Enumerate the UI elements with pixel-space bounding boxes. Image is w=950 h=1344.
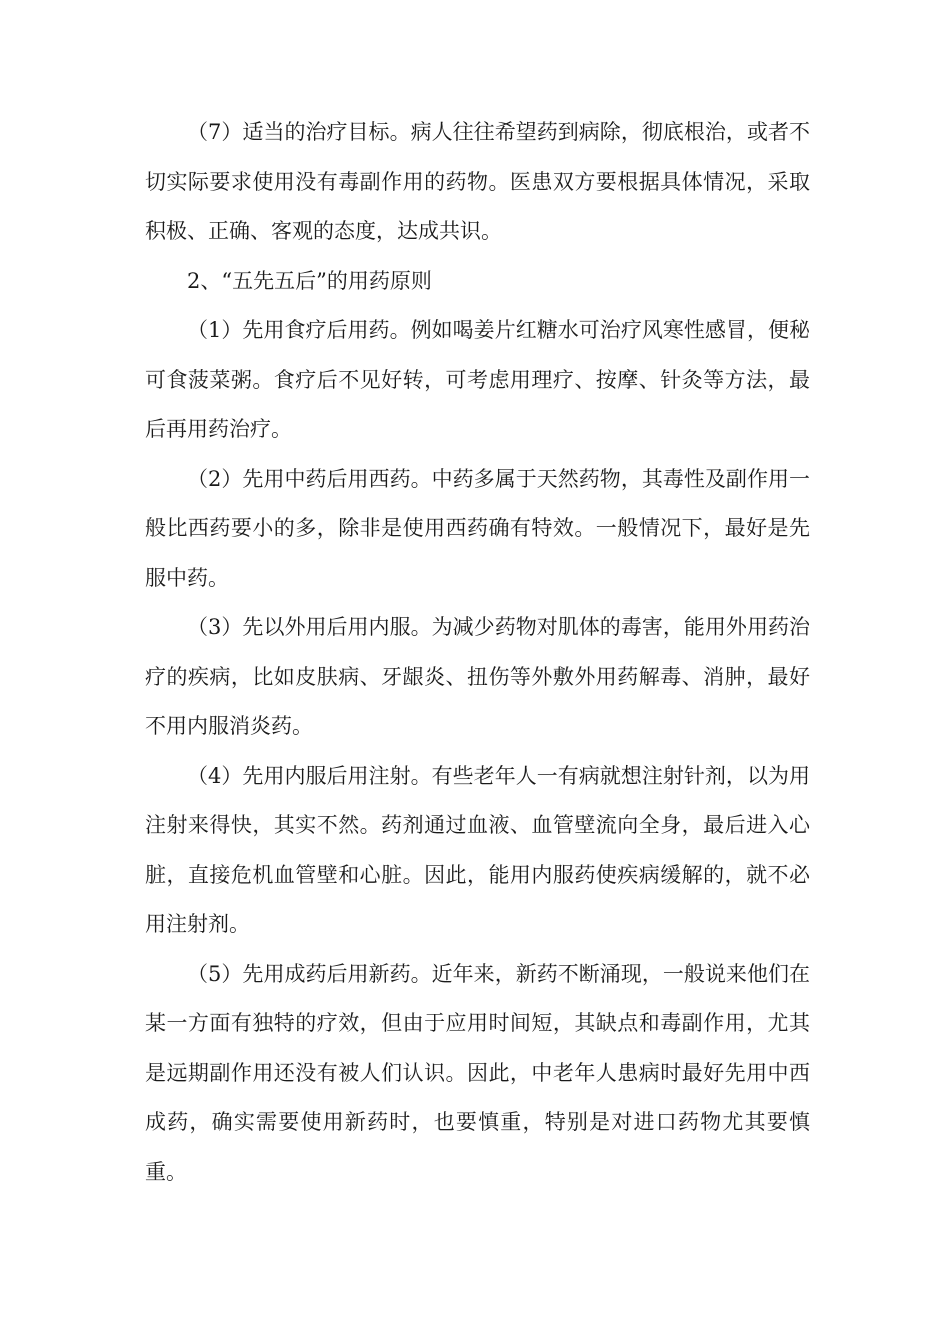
paragraph-external-before-internal: （3）先以外用后用内服。为减少药物对肌体的毒害，能用外用药治疗的疾病，比如皮肤病、牙龈炎、扭伤等外敷外用药解毒、消肿，最好不用内服消炎药。 <box>145 615 810 738</box>
paragraph-oral-before-injection: （4）先用内服后用注射。有些老年人一有病就想注射针剂，以为用注射来得快，其实不然。药剂通过血液、血管壁流向全身，最后进入心脏，直接危机血管壁和心脏。因此，能用内服药使疾病缓解的，就不必用注射剂。 <box>145 763 810 936</box>
paragraph-established-before-new: （5）先用成药后用新药。近年来，新药不断涌现，一般说来他们在某一方面有独特的疗效，但由于应用时间短，其缺点和毒副作用，尤其是远期副作用还没有被人们认识。因此，中老年人患病时最好先用中西成药，确实需要使用新药时，也要慎重，特别是对进口药物尤其要慎重。 <box>145 961 810 1184</box>
paragraph-treatment-goal: （7）适当的治疗目标。病人往往希望药到病除，彻底根治，或者不切实际要求使用没有毒副作用的药物。医患双方要根据具体情况，采取积极、正确、客观的态度，达成共识。 <box>145 120 810 243</box>
document-body <box>145 108 810 1197</box>
paragraph-chinese-before-western: （2）先用中药后用西药。中药多属于天然药物，其毒性及副作用一般比西药要小的多，除非是使用西药确有特效。一般情况下，最好是先服中药。 <box>145 466 810 590</box>
section-heading-five-first-five-later: 2、“五先五后”的用药原则 <box>187 268 432 293</box>
paragraph-diet-before-medicine: （1）先用食疗后用药。例如喝姜片红糖水可治疗风寒性感冒，便秘可食菠菜粥。食疗后不见好转，可考虑用理疗、按摩、针灸等方法，最后再用药治疗。 <box>145 318 810 441</box>
